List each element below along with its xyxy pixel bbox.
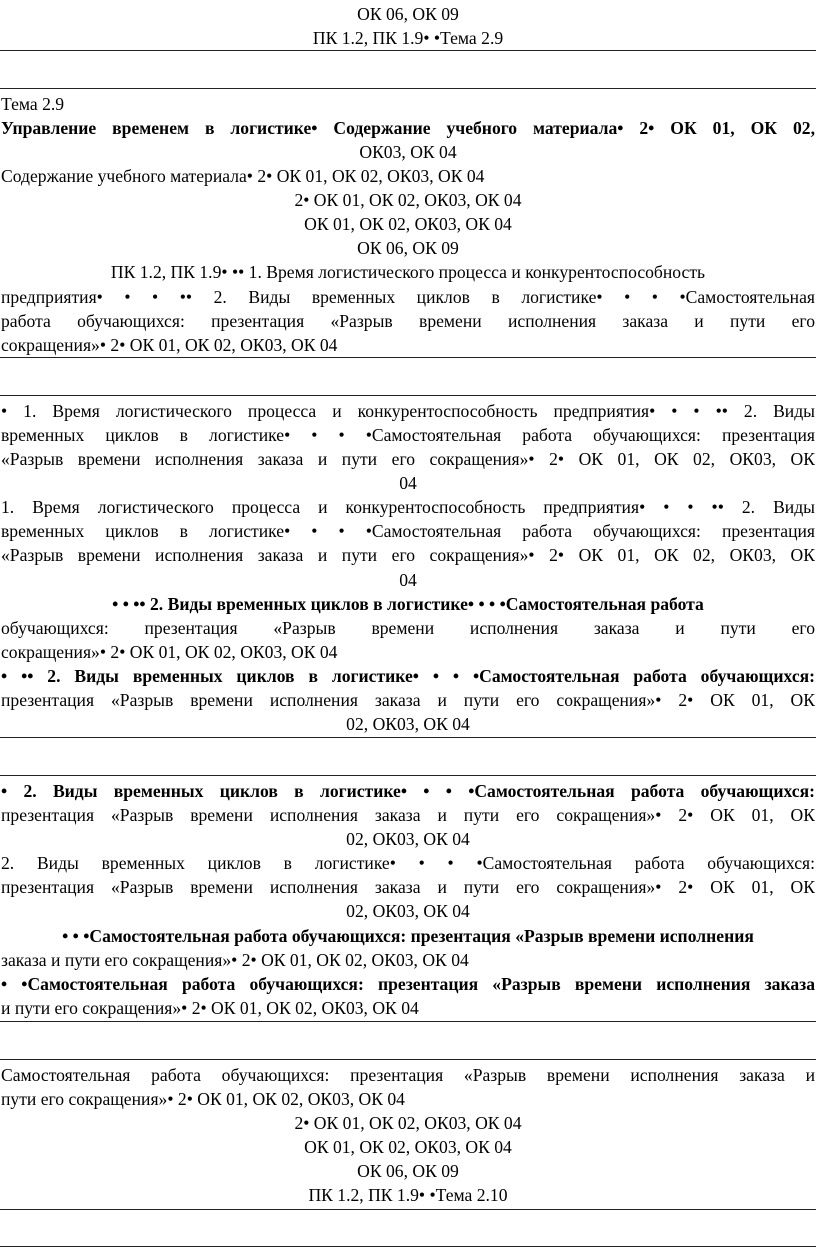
text-line: и пути его сокращения»• 2• ОК 01, ОК 02, ОК03, ОК 04 xyxy=(1,998,419,1018)
text-line: обучающихся: презентация «Разрыв времени исполнения заказа и пути его xyxy=(1,618,815,638)
text-line: временных циклов в логистике• • • •Самостоятельная работа обучающихся: презентация xyxy=(1,521,815,541)
text-line: 02, ОК03, ОК 04 xyxy=(346,901,470,921)
text-line: • • •• 2. Виды временных циклов в логистике• • • •Самостоятельная работа xyxy=(112,594,704,614)
text-line: заказа и пути его сокращения»• 2• ОК 01, ОК 02, ОК03, ОК 04 xyxy=(1,950,469,970)
divider xyxy=(0,1246,816,1247)
text-line: ОК 06, ОК 09 xyxy=(357,238,459,258)
text-line: работа обучающихся: презентация «Разрыв времени исполнения заказа и пути его xyxy=(1,311,815,331)
text-line: 2• ОК 01, ОК 02, ОК03, ОК 04 xyxy=(294,1113,522,1133)
text-line: сокращения»• 2• ОК 01, ОК 02, ОК03, ОК 04 xyxy=(1,642,338,662)
text-line: предприятия• • • •• 2. Виды временных циклов в логистике• • • •Самостоятельная xyxy=(1,287,815,307)
text-line: «Разрыв времени исполнения заказа и пути его сокращения»• 2• ОК 01, ОК 02, ОК03, ОК xyxy=(1,449,815,469)
text-line: Самостоятельная работа обучающихся: презентация «Разрыв времени исполнения заказа и xyxy=(1,1065,815,1085)
text-line: Тема 2.9 xyxy=(1,94,65,114)
text-line: сокращения»• 2• ОК 01, ОК 02, ОК03, ОК 04 xyxy=(1,335,338,355)
divider xyxy=(0,50,816,51)
text-line: • •• 2. Виды временных циклов в логистике• • • •Самостоятельная работа обучающихся: xyxy=(1,666,815,686)
text-line: ОК03, ОК 04 xyxy=(359,142,457,162)
text-line: 04 xyxy=(399,570,417,590)
text-line: презентация «Разрыв времени исполнения заказа и пути его сокращения»• 2• ОК 01, ОК xyxy=(1,690,815,710)
text-line: ПК 1.2, ПК 1.9• •Тема 2.10 xyxy=(308,1185,508,1205)
text-line: 1. Время логистического процесса и конкурентоспособность предприятия• • • •• 2. Виды xyxy=(1,497,815,517)
text-line: ОК 01, ОК 02, ОК03, ОК 04 xyxy=(304,214,512,234)
text-line: 02, ОК03, ОК 04 xyxy=(346,829,470,849)
text-line: • •Самостоятельная работа обучающихся: презентация «Разрыв времени исполнения заказа xyxy=(1,974,815,994)
divider xyxy=(0,88,816,89)
text-line: презентация «Разрыв времени исполнения заказа и пути его сокращения»• 2• ОК 01, ОК xyxy=(1,805,815,825)
text-line: ОК 06, ОК 09 xyxy=(357,4,459,24)
text-line: • 1. Время логистического процесса и конкурентоспособность предприятия• • • •• 2. Виды xyxy=(1,401,815,421)
text-line: пути его сокращения»• 2• ОК 01, ОК 02, ОК03, ОК 04 xyxy=(1,1089,405,1109)
text-line: 2. Виды временных циклов в логистике• • • •Самостоятельная работа обучающихся: xyxy=(1,853,815,873)
divider xyxy=(0,737,816,738)
text-line: Управление временем в логистике• Содержание учебного материала• 2• ОК 01, ОК 02, xyxy=(1,118,815,138)
text-line: • 2. Виды временных циклов в логистике• • • •Самостоятельная работа обучающихся: xyxy=(1,781,815,801)
text-line: ПК 1.2, ПК 1.9• •Тема 2.9 xyxy=(312,28,504,48)
divider xyxy=(0,357,816,358)
text-line: Содержание учебного материала• 2• ОК 01, ОК 02, ОК03, ОК 04 xyxy=(1,166,485,186)
text-line: • • •Самостоятельная работа обучающихся: презентация «Разрыв времени исполнения xyxy=(62,926,754,946)
text-line: 02, ОК03, ОК 04 xyxy=(346,714,470,734)
text-line: ОК 01, ОК 02, ОК03, ОК 04 xyxy=(304,1137,512,1157)
text-line: 2• ОК 01, ОК 02, ОК03, ОК 04 xyxy=(294,190,522,210)
divider xyxy=(0,1021,816,1022)
divider xyxy=(0,395,816,396)
divider xyxy=(0,775,816,776)
divider xyxy=(0,1209,816,1210)
text-line: 04 xyxy=(399,473,417,493)
text-line: «Разрыв времени исполнения заказа и пути его сокращения»• 2• ОК 01, ОК 02, ОК03, ОК xyxy=(1,545,815,565)
text-line: ОК 06, ОК 09 xyxy=(357,1161,459,1181)
text-line: презентация «Разрыв времени исполнения заказа и пути его сокращения»• 2• ОК 01, ОК xyxy=(1,877,815,897)
text-line: временных циклов в логистике• • • •Самостоятельная работа обучающихся: презентация xyxy=(1,425,815,445)
text-line: ПК 1.2, ПК 1.9• •• 1. Время логистического процесса и конкурентоспособность xyxy=(110,262,706,282)
divider xyxy=(0,1059,816,1060)
